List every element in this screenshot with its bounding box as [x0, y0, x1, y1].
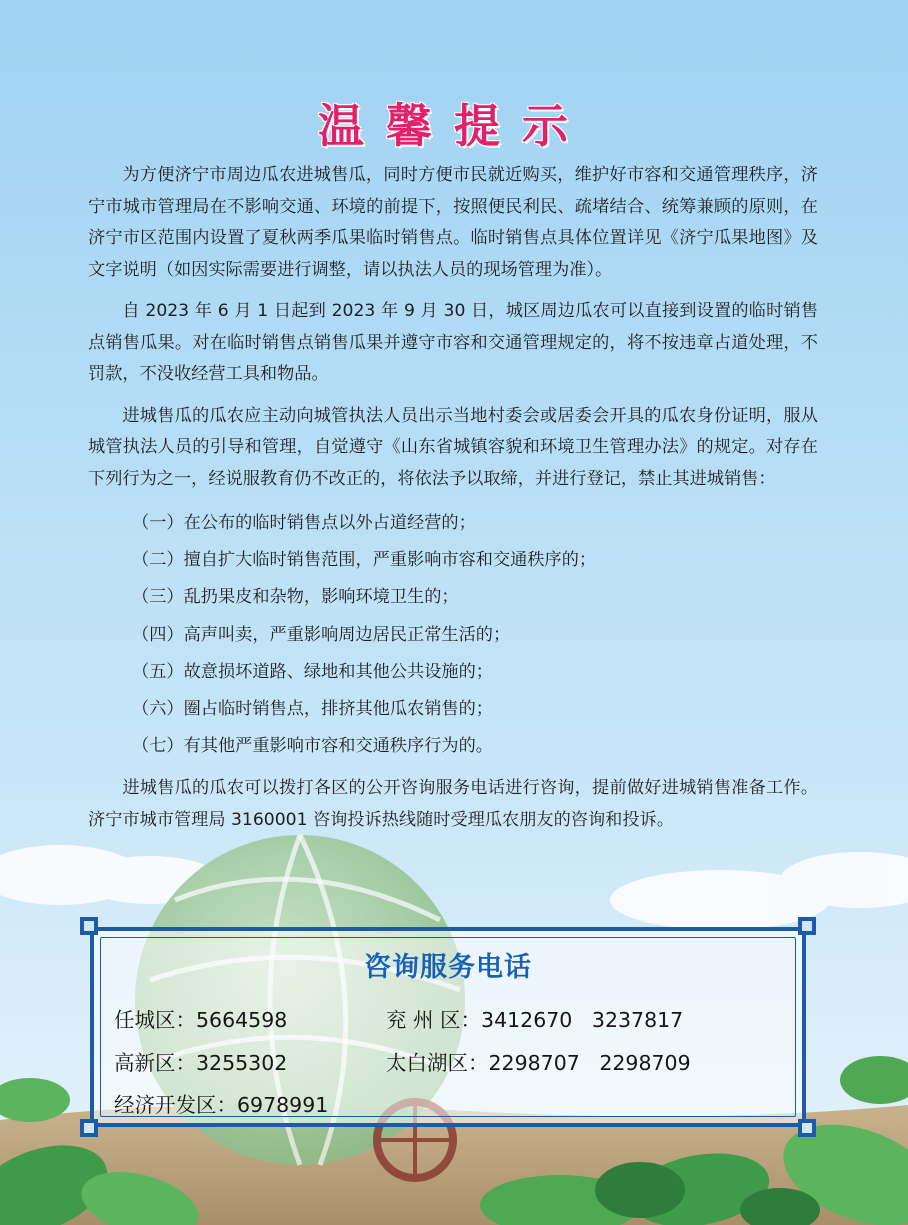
- phone-number: 6978991: [237, 1093, 329, 1117]
- notice-body: [88, 160, 818, 846]
- violation-list: [88, 505, 818, 765]
- paragraph-rules: 进城售瓜的瓜农应主动向城管执法人员出示当地村委会或居委会开具的瓜农身份证明，服从城管执法人员的引导和管理，自觉遵守《山东省城镇容貌和环境卫生管理办法》的规定。对存在下列行为之一，经说服教育仍不改正的，将依法予以取缔，并进行登记，禁止其进城销售：: [88, 405, 818, 489]
- list-item: （五）故意损坏道路、绿地和其他公共设施的；: [132, 661, 493, 682]
- phone-number: 2298707 2298709: [488, 1051, 691, 1075]
- list-item: （三）乱扔果皮和杂物，影响环境卫生的；: [132, 587, 459, 608]
- list-item: （一）在公布的临时销售点以外占道经营的；: [132, 513, 476, 533]
- phone-entry-jingkai: [114, 1088, 328, 1118]
- phone-entry-taibaihu: [386, 1046, 691, 1076]
- phone-entry-gaoxin: [114, 1046, 287, 1076]
- list-item: （六）圈占临时销售点，排挤其他瓜农销售的；: [132, 698, 493, 719]
- district-label: 高新区：: [114, 1051, 196, 1075]
- frame-corner-ornament: [80, 1119, 98, 1137]
- phone-number: 5664598: [196, 1008, 288, 1032]
- frame-corner-ornament: [798, 1119, 816, 1137]
- district-label: 任城区：: [114, 1008, 196, 1032]
- district-label: 太白湖区：: [386, 1051, 489, 1075]
- page-title: 温馨提示: [318, 99, 590, 153]
- phone-number: 3255302: [196, 1051, 288, 1075]
- list-item: （四）高声叫卖，严重影响周边居民正常生活的；: [132, 624, 511, 645]
- district-label: 经济开发区：: [114, 1093, 237, 1117]
- district-label: 兖 州 区：: [386, 1008, 482, 1032]
- phone-number: 3412670 3237817: [481, 1008, 684, 1032]
- paragraph-closing: 进城售瓜的瓜农可以拨打各区的公开咨询服务电话进行咨询，提前做好进城销售准备工作。济宁市城市管理局 3160001 咨询投诉热线随时受理瓜农朋友的咨询和投诉。: [88, 778, 818, 830]
- phone-entry-rencheng: [114, 1003, 287, 1033]
- list-item: （七）有其他严重影响市容和交通秩序行为的。: [132, 736, 493, 757]
- paragraph-dates: 自 2023 年 6 月 1 日起到 2023 年 9 月 30 日，城区周边瓜农可以直接到设置的临时销售点销售瓜果。对在临时销售点销售瓜果并遵守市容和交通管理规定的，将不按违章占道处理，不罚款，不没收经营工具和物品。: [88, 301, 818, 384]
- phone-info-box: [90, 927, 806, 1127]
- phone-box-title: 咨询服务电话: [364, 952, 532, 983]
- paragraph-intro: 为方便济宁市周边瓜农进城售瓜，同时方便市民就近购买，维护好市容和交通管理秩序，济宁市城市管理局在不影响交通、环境的前提下，按照便民利民、疏堵结合、统筹兼顾的原则，在济宁市区范围内设置了夏秋两季瓜果临时销售点。临时销售点具体位置详见《济宁瓜果地图》及文字说明（如因实际需要进行调整，请以执法人员的现场管理为准）。: [88, 165, 818, 280]
- phone-entry-yanzhou: [386, 1003, 683, 1033]
- list-item: （二）擅自扩大临时销售范围，严重影响市容和交通秩序的；: [132, 550, 597, 571]
- frame-corner-ornament: [798, 917, 816, 935]
- frame-corner-ornament: [80, 917, 98, 935]
